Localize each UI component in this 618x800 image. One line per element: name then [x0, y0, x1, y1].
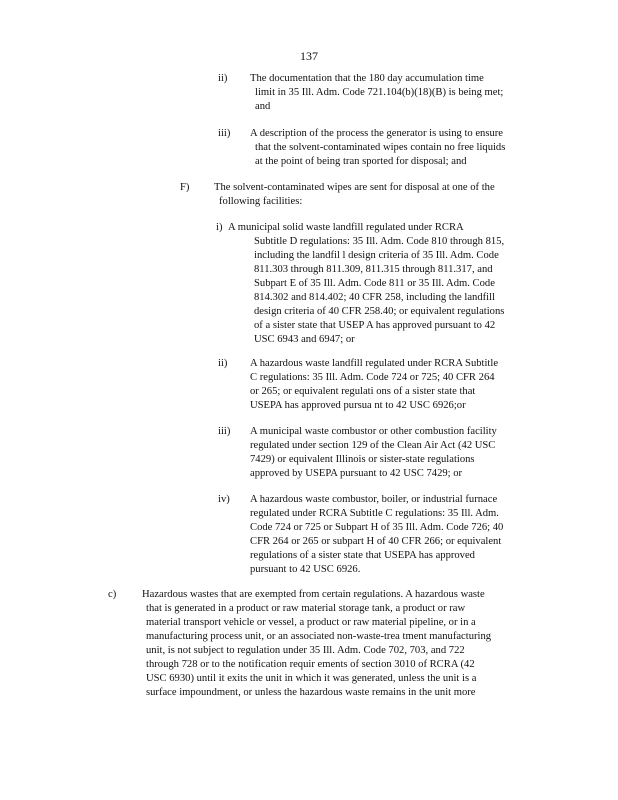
item-line: unit, is not subject to regulation under 35 Ill. Adm. Code 702, 703, and 722: [146, 645, 465, 656]
item-line: A municipal waste combustor or other combustion facility: [250, 426, 497, 437]
item-line: Subpart E of 35 Ill. Adm. Code 811 or 35 Ill. Adm. Code: [254, 278, 495, 289]
item-line: Subtitle D regulations: 35 Ill. Adm. Code 810 through 815,: [254, 236, 505, 247]
item-line: manufacturing process unit, or an associated non-waste-trea tment manufacturing: [146, 631, 492, 642]
item-label: F): [180, 182, 190, 193]
item-line: design criteria of 40 CFR 258.40; or equivalent regulations: [254, 306, 505, 317]
item-line: following facilities:: [219, 196, 303, 207]
item-line: A municipal solid waste landfill regulated under RCRA: [228, 222, 464, 233]
item-line: surface impoundment, or unless the hazardous waste remains in the unit more: [146, 687, 476, 698]
item-line: approved by USEPA pursuant to 42 USC 7429; or: [250, 468, 463, 479]
item-line: pursuant to 42 USC 6926.: [250, 564, 361, 575]
item-line: USC 6930) until it exits the unit in which it was generated, unless the unit is a: [146, 673, 477, 684]
item-line: 814.302 and 814.402; 40 CFR 258, including the landfill: [254, 292, 495, 303]
item-line: A description of the process the generator is using to ensure: [250, 128, 504, 139]
item-line: including the landfil l design criteria of 35 Ill. Adm. Code: [254, 250, 499, 261]
item-line: A hazardous waste landfill regulated under RCRA Subtitle: [250, 358, 499, 369]
item-line: USEPA has approved pursua nt to 42 USC 6926;or: [250, 400, 466, 411]
item-line: through 728 or to the notification requir ements of section 3010 of RCRA (42: [146, 659, 475, 670]
item-line: that is generated in a product or raw material storage tank, a product or raw: [146, 603, 466, 614]
item-label: c): [108, 589, 117, 600]
item-line: 811.303 through 811.309, 811.315 through 811.317, and: [254, 264, 493, 275]
item-line: CFR 264 or 265 or subpart H of 40 CFR 266; or equivalent: [250, 536, 502, 547]
item-label: i): [216, 222, 223, 233]
item-line: Code 724 or 725 or Subpart H of 35 Ill. Adm. Code 726; 40: [250, 522, 504, 533]
item-line: that the solvent-contaminated wipes contain no free liquids: [255, 142, 506, 153]
item-line: regulated under RCRA Subtitle C regulations: 35 Ill. Adm.: [250, 508, 499, 519]
item-line: at the point of being tran sported for disposal; and: [255, 156, 467, 167]
item-line: regulations of a sister state that USEPA has approved: [250, 550, 475, 561]
item-label: ii): [218, 73, 228, 84]
item-line: of a sister state that USEP A has approved pursuant to 42: [254, 320, 496, 331]
item-line: or 265; or equivalent regulati ons of a sister state that: [250, 386, 476, 397]
item-line: USC 6943 and 6947; or: [254, 334, 355, 345]
item-line: A hazardous waste combustor, boiler, or industrial furnace: [250, 494, 498, 505]
item-label: iv): [218, 494, 230, 505]
item-label: iii): [218, 426, 231, 437]
item-line: The solvent-contaminated wipes are sent for disposal at one of the: [214, 182, 495, 193]
item-label: iii): [218, 128, 231, 139]
item-line: C regulations: 35 Ill. Adm. Code 724 or 725; 40 CFR 264: [250, 372, 495, 383]
item-line: The documentation that the 180 day accumulation time: [250, 73, 484, 84]
item-line: and: [255, 101, 271, 112]
item-line: 7429) or equivalent Illinois or sister-state regulations: [250, 454, 475, 465]
page-number: 137: [300, 49, 318, 63]
item-line: limit in 35 Ill. Adm. Code 721.104(b)(18)(B) is being met;: [255, 87, 504, 98]
item-line: Hazardous wastes that are exempted from certain regulations. A hazardous waste: [142, 589, 485, 600]
item-line: regulated under section 129 of the Clean Air Act (42 USC: [250, 440, 496, 451]
item-line: material transport vehicle or vessel, a product or raw material pipeline, or in a: [146, 617, 476, 628]
item-label: ii): [218, 358, 228, 369]
